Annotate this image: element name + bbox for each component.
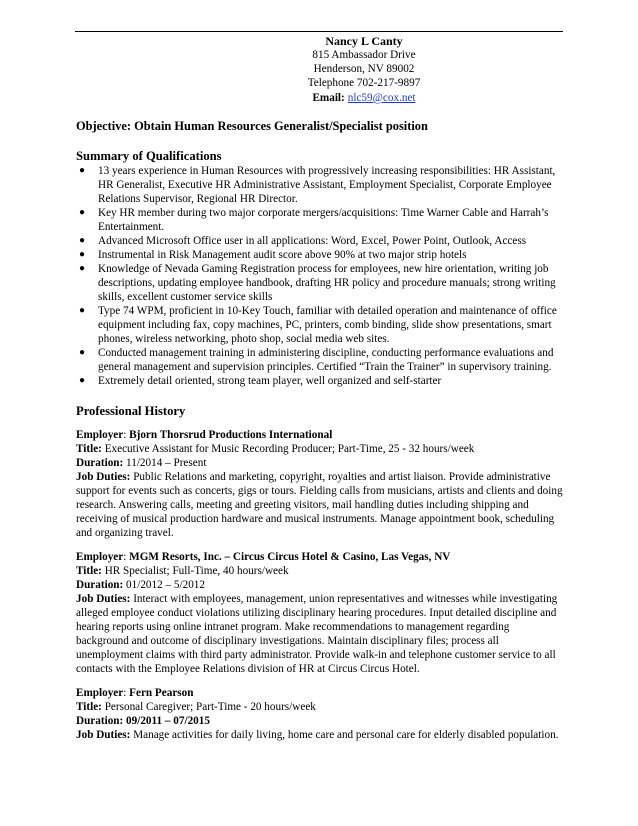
list-item: ● 13 years experience in Human Resources with progressively increasing responsibilities: HR Assistant, HR Generalist, Executive HR Administrative Assistant, Employment Specialist, Corporate Employee Relations Supervisor, Regional HR Director. (79, 164, 556, 205)
job-entry: Employer: Bjorn Thorsrud Productions International Title: Executive Assistant for Music Recording Producer; Part-Time, 25 - 32 hours/week Duration: 11/2014 – Present Job Duties: Public Relations and marketing, copyright, royalties and artist liaison. Provide administrative support for events such as concerts, gigs or tours. Fielding calls from musicians, artists and clients and doing research. Answering calls, meeting and greeting visitors, mail handling duties including shipping and receiving of musical production hardware and musical instruments. Manage appointment book, scheduling and organizing travel. (76, 428, 563, 539)
list-item: ● Type 74 WPM, proficient in 10-Key Touch, familiar with detailed operation and maintenance of office equipment including fax, copy machines, PC, printers, comb binding, slide show presentations, smart phones, wireless networking, photo shop, social media web sites. (79, 304, 557, 345)
list-item: ● Knowledge of Nevada Gaming Registration process for employees, new hire orientation, writing job descriptions, updating employee handbook, drafting HR policy and procedure manuals; strong writing skills, excellent customer service skills (79, 262, 556, 303)
job-duration: 09/2011 – 07/2015 (126, 714, 210, 727)
contact-header (76, 34, 564, 105)
job-entry: Employer: Fern Pearson Title: Personal Caregiver; Part-Time - 20 hours/week Duration: 09/2011 – 07/2015 Job Duties: Manage activities for daily living, home care and personal care for elderly disabled population. (76, 686, 559, 741)
email-label: Email: (312, 91, 345, 104)
employer-name: Bjorn Thorsrud Productions International (129, 428, 333, 441)
job-entry: Employer: MGM Resorts, Inc. – Circus Circus Hotel & Casino, Las Vegas, NV Title: HR Specialist; Full-Time, 40 hours/week Duration: 01/2012 – 5/2012 Job Duties: Interact with employees, management, union representatives and witnesses while investigating alleged employee conduct violations utilizing disciplinary hearing procedures. Input detailed discipline and hearing reports using online intranet program. Make recommendations to management regarding background and outcome of disciplinary investigations. Maintain disciplinary files; process all unemployment claims with third party administrator. Provide walk-in and telephone customer service to all contacts with the Employee Relations division of HR at Circus Circus Hotel. (76, 550, 558, 675)
employer-name: MGM Resorts, Inc. – Circus Circus Hotel & Casino, Las Vegas, NV (129, 550, 451, 563)
list-item: ● Extremely detail oriented, strong team player, well organized and self-starter (79, 374, 442, 387)
job-title: Personal Caregiver; Part-Time - 20 hours/week (104, 700, 316, 713)
job-title: Executive Assistant for Music Recording Producer; Part-Time, 25 - 32 hours/week (104, 442, 475, 455)
bullet-icon: ● (79, 374, 86, 386)
job-duties: Public Relations and marketing, copyright, royalties and artist liaison. Provide administrative support for events such as concerts, gigs or tours. Fielding calls from musicians, artists and clients and doing research. Answering calls, meeting and greeting visitors, mail handling duties including shipping and receiving of musical production hardware and musical instruments. Manage appointment book, scheduling and organizing travel. (76, 470, 563, 539)
employer-name: Fern Pearson (129, 686, 194, 699)
applicant-name: Nancy L Canty (325, 34, 403, 48)
history-title: Professional History (76, 403, 186, 418)
bullet-icon: ● (79, 164, 86, 176)
qualifications-list (76, 164, 563, 388)
top-rule (75, 31, 563, 32)
objective: Objective: Obtain Human Resources Generalist/Specialist position (76, 118, 428, 133)
job-duration: 11/2014 – Present (126, 456, 207, 469)
address-line-2: Henderson, NV 89002 (313, 63, 415, 76)
email-link[interactable]: nlc59@cox.net (347, 91, 416, 104)
bullet-icon: ● (79, 346, 86, 358)
bullet-icon: ● (79, 234, 86, 246)
bullet-icon: ● (79, 248, 86, 260)
phone-line: Telephone 702-217-9897 (307, 77, 421, 90)
job-duration: 01/2012 – 5/2012 (126, 578, 205, 591)
list-item: ● Advanced Microsoft Office user in all applications: Word, Excel, Power Point, Outlook, Access (79, 234, 527, 247)
bullet-icon: ● (79, 262, 86, 274)
address-line-1: 815 Ambassador Drive (312, 49, 416, 61)
bullet-icon: ● (79, 304, 86, 316)
list-item: ● Key HR member during two major corporate mergers/acquisitions: Time Warner Cable and Harrah’s Entertainment. (79, 206, 549, 233)
resume-page (76, 31, 563, 742)
list-item: ● Instrumental in Risk Management audit score above 90% at two major strip hotels (79, 248, 467, 261)
job-title: HR Specialist; Full-Time, 40 hours/week (104, 564, 289, 577)
bullet-icon: ● (79, 206, 86, 218)
summary-title: Summary of Qualifications (76, 148, 222, 163)
email-line (164, 91, 564, 105)
job-duties: Interact with employees, management, union representatives and witnesses while investigating alleged employee conduct violations utilizing disciplinary hearing procedures. Input detailed discipline and hearing reports using online intranet program. Make recommendations to management regarding background and outcome of disciplinary investigations. Maintain disciplinary files; process all unemployment claims with third party administrator. Provide walk-in and telephone customer service to all contacts with the Employee Relations division of HR at Circus Circus Hotel. (76, 592, 558, 675)
list-item: ● Conducted management training in administering discipline, conducting performance evaluations and general management and supervision principles. Certified “Train the Trainer” in supervisory training. (79, 346, 554, 373)
job-duties: Manage activities for daily living, home care and personal care for elderly disabled population. (133, 728, 559, 741)
